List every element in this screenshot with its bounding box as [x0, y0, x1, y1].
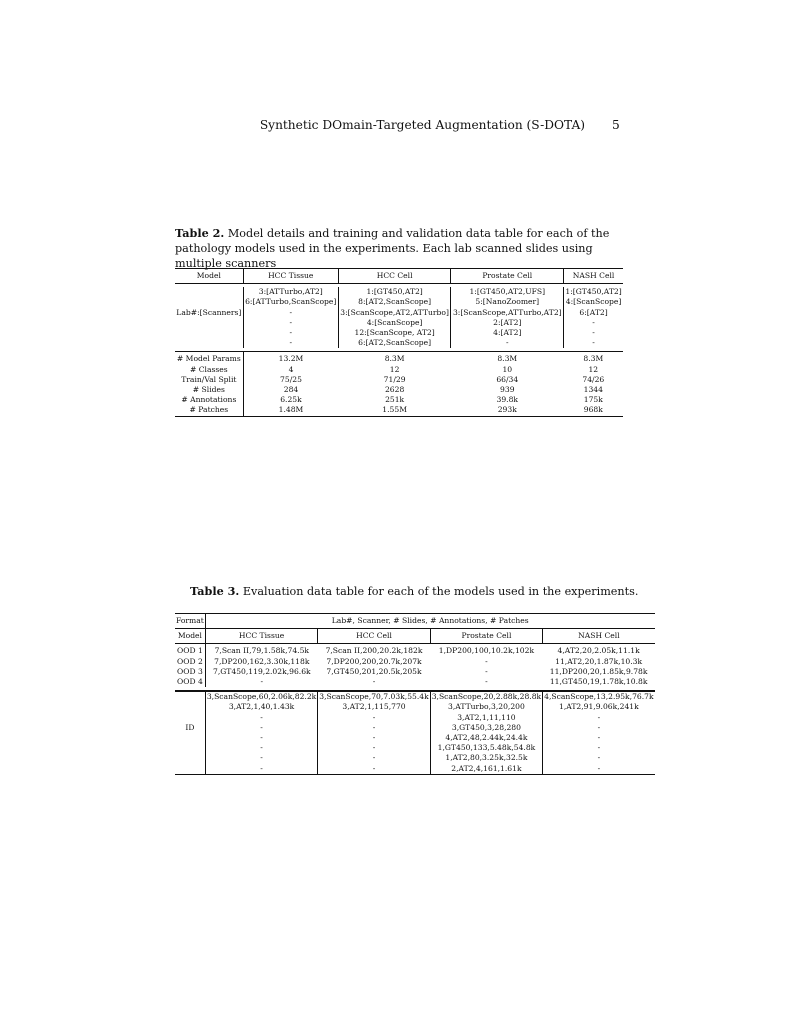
table2-cell: 3:[ScanScope,ATTurbo,AT2]: [452, 307, 562, 317]
table2-scanner-label: [175, 287, 243, 297]
table3-cell: 7,GT450,119,2.02k,96.6k: [213, 666, 311, 676]
table2-cell: 284: [283, 385, 299, 395]
table3-cell: 2,AT2,4,161,1.61k: [430, 764, 542, 775]
table2-cell: -: [243, 328, 338, 338]
table2-cell: -: [243, 338, 338, 348]
table3-cell: 3,ScanScope,60,2.06k,82.2k: [206, 692, 317, 702]
table3-cell: -: [205, 733, 317, 743]
table3-format-value: Lab#, Scanner, # Slides, # Annotations, # Patches: [205, 614, 654, 629]
table3-cell: -: [318, 733, 430, 743]
table2-header-cell: Model: [175, 269, 243, 284]
table2-row-label: # Model Params: [175, 352, 243, 365]
table2-row-label: # Annotations: [175, 395, 243, 405]
table2-cell: 293k: [451, 405, 564, 416]
table2-cell: 5:[NanoZoomer]: [451, 297, 564, 307]
table3-cell: -: [205, 743, 317, 753]
table3-id-label: [175, 702, 205, 712]
table2-cell: 1:[GT450,AT2]: [565, 287, 622, 297]
table3-header-cell: NASH Cell: [543, 629, 655, 644]
table3-cell: -: [543, 764, 655, 775]
table2-scanner-row: [175, 328, 623, 338]
table2-scanner-label: [175, 318, 243, 328]
table3-row-label: OOD 3: [175, 667, 205, 677]
table2-stat-row: [175, 352, 623, 365]
table2-cell: -: [592, 338, 595, 348]
table2-row-label: # Slides: [175, 385, 243, 395]
table2-cell: 968k: [564, 405, 623, 416]
table3-cell: 3,ATTurbo,3,20,200: [430, 702, 542, 712]
table3-cell: -: [205, 753, 317, 763]
table2-cell: 8.3M: [583, 354, 604, 364]
table2-cell: 1.48M: [243, 405, 338, 416]
table3-caption-text: Evaluation data table for each of the models used in the experiments.: [239, 585, 639, 598]
table2-cell: 4:[AT2]: [451, 328, 564, 338]
table3-caption: [190, 584, 639, 599]
table2: [175, 268, 623, 417]
table3-id-row: [175, 743, 655, 753]
table2-cell: 4:[ScanScope]: [565, 297, 622, 307]
table2-scanner-row: [175, 287, 623, 297]
table3-id-row: [175, 691, 655, 702]
table3-cell: 1,AT2,80,3.25k,32.5k: [430, 753, 542, 763]
table2-header-cell: HCC Tissue: [243, 269, 338, 284]
table2-row-label: # Patches: [175, 405, 243, 416]
table2-stat-row: [175, 405, 623, 416]
running-head: [0, 118, 791, 134]
table3-caption-label: Table 3.: [190, 584, 240, 598]
table3-cell: -: [597, 712, 601, 722]
table2-cell: 71/29: [383, 374, 406, 384]
table3-cell: 3,ScanScope,70,7.03k,55.4k: [319, 692, 429, 702]
table2-cell: -: [243, 318, 338, 328]
table2-cell: 1.55M: [338, 405, 451, 416]
table2-cell: -: [592, 317, 595, 327]
table3-cell: -: [318, 764, 430, 775]
table2-cell: 4:[ScanScope]: [338, 318, 451, 328]
table3-cell: -: [318, 713, 430, 723]
table2-caption: [175, 226, 623, 271]
table3-id-row: [175, 713, 655, 723]
table3: [175, 613, 655, 775]
table3-id-label: [175, 691, 205, 702]
table2-header-cell: HCC Cell: [338, 269, 451, 284]
table3-id-row: [175, 753, 655, 763]
table3-id-row: [175, 764, 655, 775]
running-head-title: Synthetic DOmain-Targeted Augmentation (S-DOTA): [259, 118, 585, 132]
table3-id-label: [175, 764, 205, 775]
table3-cell: -: [485, 656, 488, 666]
table2-cell: 4: [288, 364, 294, 374]
table2-stat-row: [175, 395, 623, 405]
table3-cell: -: [372, 677, 376, 687]
table3-header-cell: Model: [175, 629, 205, 644]
table2-cell: 2628: [384, 385, 405, 395]
table2-cell: 66/34: [496, 374, 519, 384]
table2-cell: -: [451, 338, 564, 348]
table2-cell: 939: [500, 385, 515, 395]
table2-cell: 6:[AT2,ScanScope]: [338, 338, 451, 348]
table3-cell: -: [318, 743, 430, 753]
table2-scanner-row: [175, 297, 623, 307]
table3-cell: 7,GT450,201,20.5k,205k: [326, 666, 422, 676]
table2-scanner-row: [175, 308, 623, 318]
table3-cell: 4,ScanScope,13,2.95k,76.7k: [544, 692, 654, 702]
table3-cell: 11,GT450,19,1.78k,10.8k: [549, 677, 648, 687]
table2-cell: 1:[GT450,AT2]: [338, 287, 451, 297]
table3-id-label: [175, 733, 205, 743]
table2-cell: 8.3M: [384, 354, 405, 364]
table3-header-cell: HCC Tissue: [205, 629, 317, 644]
table2-cell: 12:[ScanScope, AT2]: [338, 328, 451, 338]
table2-caption-text: Model details and training and validation data table for each of the pathology models used in the experiments. Each lab scanned slides using multiple scanners: [175, 227, 610, 270]
table2-cell: 251k: [385, 395, 405, 405]
table3-row-label: OOD 1: [175, 644, 205, 657]
table3-cell: -: [597, 743, 601, 753]
table3-id-label: [175, 743, 205, 753]
table3-cell: -: [597, 722, 601, 732]
table3-id-row: [175, 702, 655, 712]
table2-cell: -: [592, 328, 595, 338]
table2-cell: 75/25: [280, 374, 302, 384]
table3-format-row: [175, 614, 655, 629]
table2-cell: 39.8k: [496, 395, 519, 405]
table2-cell: 3:[ATTurbo,AT2]: [243, 287, 338, 297]
table2-cell: 12: [588, 364, 599, 374]
table2-stat-row: [175, 375, 623, 385]
table2-scanner-label: [175, 297, 243, 307]
table3-cell: 4,AT2,20,2.05k,11.1k: [557, 646, 640, 656]
table2-header-cell: NASH Cell: [564, 269, 623, 284]
table3-cell: 3,AT2,1,115,770: [318, 702, 430, 712]
table3-ood-row: [175, 667, 655, 677]
table3-cell: -: [205, 764, 317, 775]
table3-ood-row: [175, 644, 655, 657]
table2-cell: 8.3M: [497, 354, 518, 364]
table3-cell: 11,AT2,20,1.87k,10.3k: [555, 656, 643, 666]
table3-id-row: [175, 733, 655, 743]
table3-cell: 1,GT450,133,5.48k,54.8k: [430, 743, 542, 753]
table2-row-label: # Classes: [175, 365, 243, 375]
table2-cell: -: [243, 308, 338, 318]
page-number: 5: [612, 118, 620, 132]
table2-cell: 6:[AT2]: [579, 307, 608, 317]
table3-id-row: [175, 723, 655, 733]
table2-cell: 6.25k: [280, 395, 302, 405]
table3-cell: 3,ScanScope,20,2.88k,28.8k: [431, 692, 542, 702]
table2-scanner-row: [175, 338, 623, 348]
table3-cell: 11,DP200,20,1.85k,9.78k: [549, 666, 648, 676]
table3-cell: 3,AT2,1,11,110: [430, 713, 542, 723]
table3-cell: 1,DP200,100,10.2k,102k: [438, 646, 535, 656]
table2-header-row: [175, 269, 623, 284]
table3-cell: -: [485, 666, 488, 676]
table3-cell: 4,AT2,48,2.44k,24.4k: [430, 733, 542, 743]
table2-row-label: Train/Val Split: [175, 375, 243, 385]
table3-cell: 3,AT2,1,40,1.43k: [205, 702, 317, 712]
table3-cell: -: [205, 723, 317, 733]
table2-cell: 1344: [583, 385, 603, 395]
table2-cell: 175k: [583, 395, 603, 405]
table2-cell: 2:[AT2]: [451, 318, 564, 328]
table3-cell: 3,GT450,3,28,280: [430, 723, 542, 733]
table3-cell: -: [597, 733, 601, 743]
table3-cell: -: [205, 713, 317, 723]
table2-stat-row: [175, 365, 623, 375]
table3-cell: -: [485, 677, 488, 687]
table2-caption-label: Table 2.: [175, 226, 225, 240]
table2-scanner-row: [175, 318, 623, 328]
table3-cell: -: [597, 753, 601, 763]
table2-cell: 12: [389, 364, 400, 374]
table2-cell: 13.2M: [278, 354, 304, 364]
table2-cell: 6:[ATTurbo,ScanScope]: [245, 297, 337, 307]
table2-cell: 1:[GT450,AT2,UFS]: [451, 287, 564, 297]
table2-scanner-label: Lab#:[Scanners]: [176, 307, 242, 317]
table3-cell: -: [318, 723, 430, 733]
table3-cell: 7,DP200,200,20.7k,207k: [326, 656, 422, 666]
table3-header-row: [175, 629, 655, 644]
table2-cell: 8:[AT2,ScanScope]: [338, 297, 451, 307]
table3-ood-row: [175, 677, 655, 687]
table3-id-label: [175, 713, 205, 723]
table2-cell: 10: [502, 364, 513, 374]
table2-stat-row: [175, 385, 623, 395]
table3-row-label: OOD 2: [175, 657, 205, 667]
table2-scanner-label: [175, 338, 243, 348]
table2-cell: 74/26: [582, 374, 605, 384]
table3-format-label: Format: [175, 614, 205, 629]
table3-row-label: OOD 4: [175, 677, 205, 687]
table3-cell: 1,AT2,91,9.06k,241k: [559, 702, 639, 712]
table2-cell: 3:[ScanScope,AT2,ATTurbo]: [340, 307, 449, 317]
table2-header-cell: Prostate Cell: [451, 269, 564, 284]
table3-cell: -: [318, 753, 430, 763]
table2-scanner-label: [175, 328, 243, 338]
table3-cell: -: [260, 677, 264, 687]
table3-id-label: [175, 753, 205, 763]
table3-cell: 7,Scan II,200,20.2k,182k: [325, 646, 423, 656]
table3-cell: 7,Scan II,79,1.58k,74.5k: [214, 646, 310, 656]
table3-header-cell: Prostate Cell: [430, 629, 542, 644]
table3-ood-row: [175, 657, 655, 667]
table3-cell: 7,DP200,162,3.30k,118k: [214, 656, 310, 666]
table3-id-label: ID: [175, 723, 205, 733]
table3-header-cell: HCC Cell: [318, 629, 430, 644]
